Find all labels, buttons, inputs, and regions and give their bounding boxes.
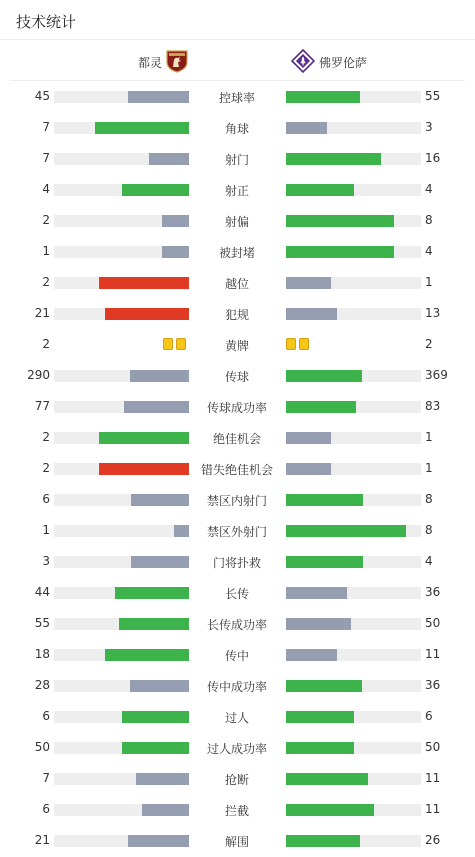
stat-label: 禁区外射门 [206,525,267,539]
stat-label: 射正 [224,184,249,198]
away-bar-fill [286,804,374,816]
home-value: 7 [42,151,50,165]
away-bar-track [286,277,421,289]
stat-row [0,701,475,732]
home-bar-track [54,525,189,537]
stat-row [0,794,475,825]
home-value: 77 [34,399,50,413]
away-value: 1 [425,430,433,444]
home-bar-track [54,122,189,134]
away-bar-track [286,649,421,661]
section-title: 技术统计 [16,13,77,31]
away-bar-fill [286,587,347,599]
away-bar-fill [286,463,331,475]
home-bar-track [54,804,189,816]
stat-label: 过人成功率 [206,742,267,756]
home-bar-track [54,463,189,475]
away-value: 2 [425,337,433,351]
away-bar-fill [286,494,363,506]
home-bar-track [54,432,189,444]
stat-row [0,298,475,329]
stat-label: 长传成功率 [206,618,267,632]
stat-row [0,825,475,856]
home-value: 18 [34,647,50,661]
away-bar-fill [286,153,381,165]
home-value: 3 [42,554,50,568]
home-bar-fill [131,494,189,506]
home-value: 28 [34,678,50,692]
away-value: 8 [425,213,433,227]
away-value: 50 [425,740,441,754]
away-value: 83 [425,399,441,413]
stat-row [0,670,475,701]
away-value: 8 [425,523,433,537]
home-value: 2 [42,430,50,444]
away-bar-track [286,463,421,475]
home-bar-track [54,773,189,785]
away-bar-fill [286,277,331,289]
home-value: 290 [27,368,50,382]
away-bar-fill [286,91,360,103]
stat-label: 角球 [224,122,249,136]
away-value: 8 [425,492,433,506]
stat-row [0,143,475,174]
away-bar-track [286,525,421,537]
stat-row [0,174,475,205]
home-value: 45 [34,89,50,103]
away-bar-track [286,370,421,382]
home-bar-fill [128,91,189,103]
stat-row [0,515,475,546]
stat-label: 传中成功率 [206,680,267,694]
away-value: 4 [425,554,433,568]
away-bar-track [286,618,421,630]
home-bar-fill [122,711,190,723]
away-bar-fill [286,742,354,754]
away-bar-fill [286,370,362,382]
away-value: 369 [425,368,448,382]
away-value: 26 [425,833,441,847]
stat-label: 抢断 [224,773,249,787]
home-bar-track [54,215,189,227]
stat-row [0,422,475,453]
away-value: 16 [425,151,441,165]
stat-label: 射门 [224,153,249,167]
away-bar-fill [286,711,354,723]
home-bar-fill [99,277,189,289]
away-bar-track [286,494,421,506]
away-value: 4 [425,244,433,258]
away-bar-fill [286,835,360,847]
stat-row [0,453,475,484]
home-bar-track [54,308,189,320]
away-value: 36 [425,585,441,599]
home-value: 2 [42,461,50,475]
away-bar-fill [286,246,394,258]
stat-label: 禁区内射门 [206,494,267,508]
home-bar-track [54,401,189,413]
home-cards [163,338,186,350]
away-bar-track [286,556,421,568]
home-bar-fill [124,401,189,413]
away-bar-track [286,773,421,785]
home-bar-fill [149,153,190,165]
away-bar-track [286,680,421,692]
away-bar-fill [286,308,337,320]
stat-label: 控球率 [218,91,255,105]
home-bar-fill [95,122,190,134]
home-value: 6 [42,802,50,816]
away-bar-track [286,742,421,754]
home-bar-fill [174,525,189,537]
home-value: 50 [34,740,50,754]
away-bar-track [286,804,421,816]
home-value: 21 [34,833,50,847]
away-bar-track [286,246,421,258]
away-bar-fill [286,122,327,134]
away-bar-track [286,153,421,165]
away-value: 11 [425,647,441,661]
stat-label: 传球 [224,370,249,384]
away-bar-track [286,184,421,196]
stat-label: 犯规 [224,308,249,322]
stat-row [0,484,475,515]
home-bar-fill [122,742,190,754]
home-bar-track [54,184,189,196]
home-bar-track [54,153,189,165]
away-value: 6 [425,709,433,723]
home-value: 55 [34,616,50,630]
away-bar-track [286,308,421,320]
stat-label: 被封堵 [218,246,255,260]
away-value: 36 [425,678,441,692]
home-team-name: 都灵 [137,56,162,70]
away-bar-track [286,711,421,723]
home-bar-fill [99,463,189,475]
away-bar-fill [286,680,362,692]
away-bar-fill [286,401,356,413]
stat-label: 黄牌 [224,339,249,353]
stat-label: 拦截 [224,804,249,818]
away-bar-track [286,401,421,413]
home-bar-fill [115,587,189,599]
stat-row [0,608,475,639]
home-bar-track [54,711,189,723]
yellow-card-icon [176,338,186,350]
stat-label: 过人 [224,711,249,725]
home-bar-fill [130,370,189,382]
stat-row [0,81,475,112]
home-bar-fill [142,804,189,816]
stat-row [0,267,475,298]
stat-row [0,329,475,360]
stat-label: 传中 [224,649,249,663]
away-value: 4 [425,182,433,196]
stat-row [0,732,475,763]
home-value: 4 [42,182,50,196]
stat-label: 传球成功率 [206,401,267,415]
away-bar-track [286,835,421,847]
away-bar-track [286,587,421,599]
home-bar-fill [119,618,189,630]
home-bar-fill [131,556,189,568]
home-bar-fill [105,649,189,661]
home-bar-track [54,277,189,289]
away-bar-track [286,215,421,227]
yellow-card-icon [286,338,296,350]
stat-label: 解围 [224,835,249,849]
home-bar-fill [105,308,189,320]
away-bar-fill [286,432,331,444]
stat-label: 绝佳机会 [212,432,261,446]
away-bar-fill [286,649,337,661]
home-bar-fill [162,246,189,258]
away-bar-track [286,122,421,134]
home-bar-fill [99,432,189,444]
home-value: 2 [42,337,50,351]
home-bar-track [54,587,189,599]
home-bar-track [54,649,189,661]
home-value: 7 [42,771,50,785]
stat-row [0,236,475,267]
home-bar-track [54,835,189,847]
stat-row [0,360,475,391]
home-bar-track [54,556,189,568]
away-team-name: 佛罗伦萨 [319,56,368,70]
away-bar-track [286,432,421,444]
stat-label: 越位 [224,277,249,291]
home-bar-track [54,494,189,506]
stats-list [0,81,475,856]
stat-row [0,112,475,143]
away-bar-fill [286,184,354,196]
home-bar-fill [136,773,189,785]
home-value: 6 [42,709,50,723]
stat-row [0,546,475,577]
teams-row [10,40,465,81]
stat-label: 错失绝佳机会 [200,463,273,477]
home-bar-track [54,680,189,692]
away-value: 55 [425,89,441,103]
away-bar-fill [286,215,394,227]
home-bar-track [54,618,189,630]
away-value: 1 [425,275,433,289]
stat-label: 射偏 [224,215,249,229]
away-value: 11 [425,802,441,816]
away-value: 50 [425,616,441,630]
home-bar-fill [122,184,190,196]
home-value: 2 [42,275,50,289]
home-bar-track [54,91,189,103]
away-bar-fill [286,773,368,785]
home-bar-track [54,742,189,754]
stat-row [0,763,475,794]
stat-row [0,205,475,236]
home-bar-fill [128,835,189,847]
home-bar-track [54,370,189,382]
home-value: 21 [34,306,50,320]
home-bar-fill [162,215,189,227]
stat-row [0,639,475,670]
yellow-card-icon [299,338,309,350]
home-value: 2 [42,213,50,227]
home-value: 1 [42,244,50,258]
stat-label: 门将扑救 [212,556,261,570]
home-value: 7 [42,120,50,134]
home-value: 6 [42,492,50,506]
fiorentina-crest-icon [291,49,315,73]
stat-row [0,577,475,608]
home-value: 44 [34,585,50,599]
stat-row [0,391,475,422]
away-value: 11 [425,771,441,785]
away-bar-fill [286,556,363,568]
home-bar-fill [130,680,189,692]
yellow-card-icon [163,338,173,350]
torino-crest-icon [166,49,188,73]
away-bar-fill [286,618,351,630]
stat-label: 长传 [224,587,249,601]
away-value: 13 [425,306,441,320]
away-value: 1 [425,461,433,475]
away-bar-fill [286,525,406,537]
away-value: 3 [425,120,433,134]
away-bar-track [286,91,421,103]
home-bar-track [54,246,189,258]
section-header [0,0,475,40]
away-cards [286,338,309,350]
home-value: 1 [42,523,50,537]
